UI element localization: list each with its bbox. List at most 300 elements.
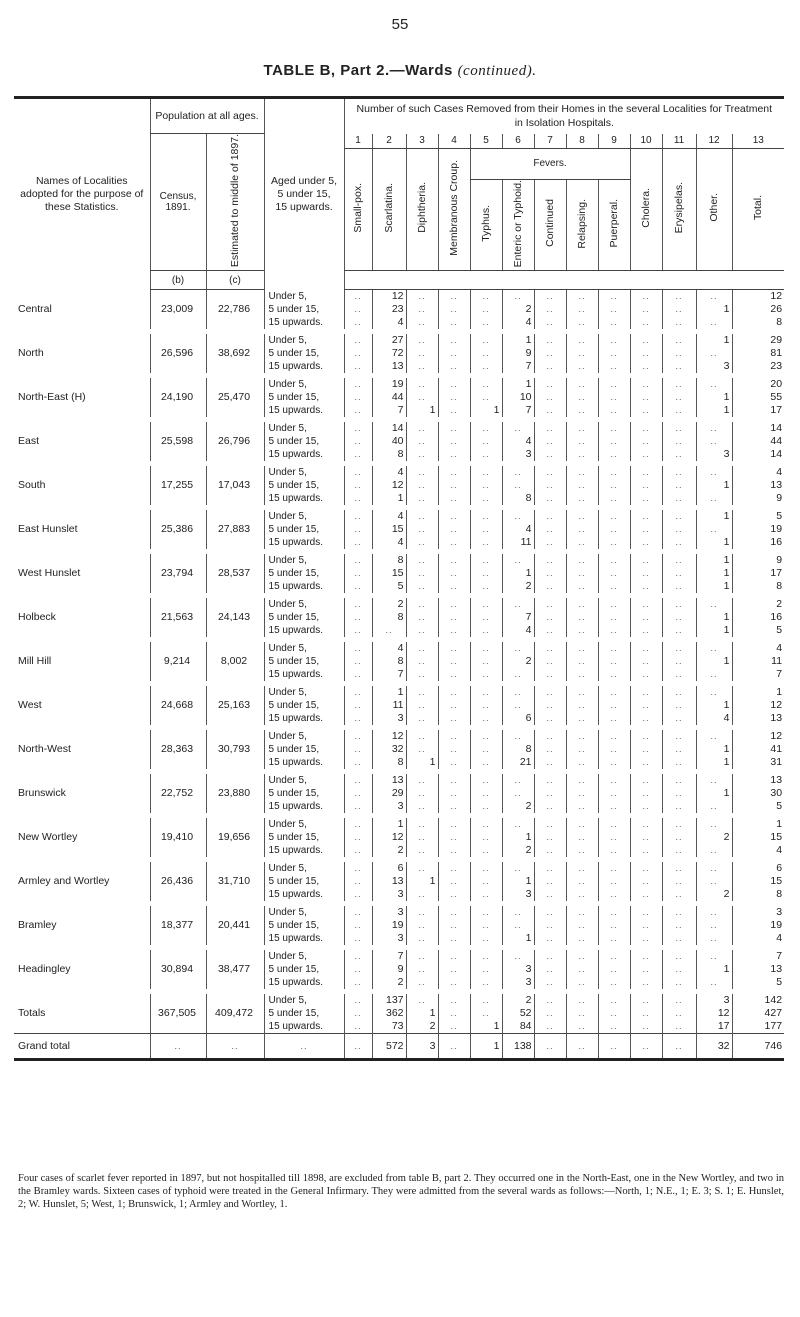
age-group: 5 under 15, [264,1007,344,1020]
age-group: 5 under 15, [264,347,344,360]
case-count: .. [566,523,598,536]
age-group: 15 upwards. [264,580,344,593]
locality-name: Brunswick [18,787,66,800]
case-count: .. [662,787,696,800]
case-count: 84 [502,1020,534,1034]
case-count: .. [438,963,470,976]
col-number: 3 [406,134,438,149]
case-count: 12 [732,290,784,304]
case-count: .. [502,290,534,304]
age-group: Under 5, [264,730,344,743]
case-count: .. [470,479,502,492]
case-count: .. [598,818,630,831]
case-count: .. [406,536,438,549]
case-count: .. [438,919,470,932]
case-count: .. [438,303,470,316]
estimated-blank [206,404,264,417]
age-group: Under 5, [264,334,344,347]
table-row [14,712,784,725]
case-count: .. [470,316,502,329]
case-count: .. [696,422,732,435]
header-aged [264,98,344,290]
locality-blank [14,360,150,373]
header-aged-text: Aged under 5, 5 under 15, 15 upwards. [271,174,337,213]
case-count: 12 [372,290,406,304]
case-count: 1 [732,818,784,831]
grand-total-value: .. [344,1034,372,1060]
age-group: 5 under 15, [264,919,344,932]
case-count: .. [566,334,598,347]
case-count: .. [630,756,662,769]
age-group: 5 under 15, [264,435,344,448]
case-count: .. [470,919,502,932]
case-count: .. [598,1020,630,1034]
table-title-sub: (continued). [457,63,537,79]
case-count: .. [598,536,630,549]
case-count: 362 [372,1007,406,1020]
case-count: .. [566,404,598,417]
case-count: .. [534,303,566,316]
case-count: .. [406,818,438,831]
header-diphtheria-text: Diphtheria. [416,182,429,234]
table-row [14,479,784,492]
wards-table [14,96,784,1061]
case-count: .. [566,554,598,567]
case-count: .. [502,906,534,919]
case-count: 2 [696,831,732,844]
census-blank [150,316,206,329]
table-title [0,62,800,80]
case-count: .. [662,580,696,593]
case-count: .. [598,290,630,304]
case-count: .. [630,800,662,813]
case-count: .. [534,334,566,347]
case-count: 1 [696,567,732,580]
case-count: .. [470,567,502,580]
case-count: 2 [502,303,534,316]
table-row [14,598,784,611]
case-count: .. [438,712,470,725]
age-group: 5 under 15, [264,567,344,580]
census-blank [150,800,206,813]
estimated-1897: 17,043 [206,479,264,492]
table-row [14,567,784,580]
case-count: .. [566,800,598,813]
case-count: .. [534,435,566,448]
estimated-blank [206,598,264,611]
case-count: .. [406,800,438,813]
case-count: .. [438,448,470,461]
case-count: .. [598,435,630,448]
case-count: .. [470,378,502,391]
case-count: .. [630,536,662,549]
case-count: .. [630,466,662,479]
case-count: .. [406,523,438,536]
case-count: 4 [696,712,732,725]
case-count: .. [470,831,502,844]
case-count: .. [598,756,630,769]
case-count: .. [630,862,662,875]
case-count: 15 [372,567,406,580]
header-population: Population at all ages. [150,98,264,134]
case-count: 40 [372,435,406,448]
case-count: .. [598,378,630,391]
case-count: 16 [732,611,784,624]
estimated-1897: 25,470 [206,391,264,404]
col-number: 9 [598,134,630,149]
census-1891: 30,894 [150,963,206,976]
case-count: .. [406,611,438,624]
table-title-main: TABLE B, Part 2.—Wards [263,62,453,79]
case-count: .. [566,818,598,831]
case-count: 3 [502,963,534,976]
case-count: 8 [372,448,406,461]
estimated-blank [206,888,264,901]
census-blank [150,448,206,461]
estimated-blank [206,378,264,391]
table-row [14,422,784,435]
case-count: .. [344,844,372,857]
case-count: 4 [732,932,784,945]
case-count: .. [566,479,598,492]
age-group: Under 5, [264,906,344,919]
case-count: .. [470,862,502,875]
case-count: .. [696,492,732,505]
case-count: .. [696,976,732,989]
grand-total-census: .. [150,1034,206,1060]
case-count: .. [470,787,502,800]
case-count: .. [344,906,372,919]
estimated-blank [206,774,264,787]
case-count: .. [438,598,470,611]
case-count: .. [438,818,470,831]
header-estimated-letter: (c) [206,271,264,290]
case-count: .. [534,976,566,989]
age-group: 5 under 15, [264,611,344,624]
census-1891: 17,255 [150,479,206,492]
age-group: 15 upwards. [264,932,344,945]
case-count: 4 [502,435,534,448]
case-count: .. [662,448,696,461]
locality-blank [14,756,150,769]
header-relapsing-text: Relapsing. [576,198,589,249]
case-count: 4 [372,466,406,479]
case-count: .. [438,787,470,800]
case-count: .. [438,831,470,844]
case-count: .. [630,888,662,901]
case-count: .. [598,668,630,681]
case-count: .. [406,422,438,435]
table-row [14,290,784,304]
case-count: 4 [502,316,534,329]
case-count: 73 [372,1020,406,1034]
case-count: .. [534,875,566,888]
case-count: 29 [372,787,406,800]
case-count: 1 [696,536,732,549]
estimated-blank [206,844,264,857]
case-count: .. [662,404,696,417]
locality-blank [14,448,150,461]
case-count: .. [598,334,630,347]
case-count: 4 [502,523,534,536]
case-count: .. [662,554,696,567]
case-count: .. [406,743,438,756]
case-count: .. [406,862,438,875]
case-count: .. [630,994,662,1007]
locality-blank [14,422,150,435]
header-cholera [630,148,662,271]
case-count: .. [598,580,630,593]
case-count: 19 [372,378,406,391]
case-count: 1 [372,492,406,505]
case-count: .. [662,334,696,347]
census-blank [150,642,206,655]
case-count: .. [630,906,662,919]
header-erysipelas [662,148,696,271]
case-count: .. [598,510,630,523]
case-count: .. [470,743,502,756]
locality-blank [14,668,150,681]
header-estimated [206,134,264,271]
case-count: .. [406,642,438,655]
case-count: .. [344,756,372,769]
age-group: Under 5, [264,422,344,435]
table-row [14,642,784,655]
header-membranous-croup-text: Membranous Croup. [448,159,461,256]
case-count: .. [438,686,470,699]
case-count: .. [534,862,566,875]
case-count: .. [438,976,470,989]
case-count: .. [566,435,598,448]
grand-total-value: .. [534,1034,566,1060]
case-count: .. [630,787,662,800]
census-1891: 26,596 [150,347,206,360]
case-count: .. [470,391,502,404]
case-count: .. [534,378,566,391]
case-count: .. [630,448,662,461]
case-count: 1 [696,580,732,593]
case-count: .. [598,686,630,699]
case-count: .. [438,611,470,624]
case-count: .. [470,875,502,888]
case-count: 1 [696,743,732,756]
case-count: .. [696,435,732,448]
case-count: .. [438,422,470,435]
census-blank [150,712,206,725]
table-row [14,818,784,831]
census-blank [150,466,206,479]
locality-blank [14,642,150,655]
estimated-blank [206,510,264,523]
case-count: .. [534,391,566,404]
age-group: Under 5, [264,554,344,567]
case-count: .. [566,844,598,857]
case-count: 81 [732,347,784,360]
table-row [14,774,784,787]
case-count: .. [696,932,732,945]
case-count: .. [696,906,732,919]
case-count: .. [438,523,470,536]
case-count: .. [598,906,630,919]
header-enteric-text: Enteric or Typhoid. [512,179,525,268]
case-count: 1 [696,699,732,712]
case-count: .. [438,479,470,492]
case-count: .. [630,435,662,448]
table-row [14,378,784,391]
case-count: .. [534,466,566,479]
census-blank [150,492,206,505]
case-count: .. [630,290,662,304]
census-blank [150,290,206,304]
case-count: .. [566,536,598,549]
case-count: .. [502,950,534,963]
case-count: .. [344,580,372,593]
table-row [14,686,784,699]
census-blank [150,1020,206,1034]
case-count: .. [662,479,696,492]
case-count: .. [534,712,566,725]
grand-total-value: 746 [732,1034,784,1060]
table-row [14,303,784,316]
case-count: 5 [732,976,784,989]
locality-name: East [18,435,40,448]
col-number: 12 [696,134,732,149]
case-count: 4 [732,466,784,479]
header-names-text: Names of Localities adopted for the purpose of these Statistics. [20,174,144,213]
case-count: .. [566,290,598,304]
estimated-blank [206,290,264,304]
census-blank [150,668,206,681]
case-count: 2 [696,888,732,901]
case-count: 1 [696,303,732,316]
case-count: .. [470,818,502,831]
case-count: .. [470,290,502,304]
estimated-blank [206,1020,264,1034]
locality-blank [14,536,150,549]
locality-blank [14,686,150,699]
col-number: 11 [662,134,696,149]
case-count: 2 [372,844,406,857]
case-count: 1 [696,391,732,404]
estimated-1897: 22,786 [206,303,264,316]
estimated-blank [206,316,264,329]
case-count: .. [598,391,630,404]
census-blank [150,756,206,769]
case-count: 5 [732,624,784,637]
census-blank [150,404,206,417]
table-row [14,492,784,505]
header-estimated-text: Estimated to middle of 1897. [229,134,241,268]
table-row [14,611,784,624]
case-count: 3 [696,994,732,1007]
census-blank [150,844,206,857]
table-row [14,334,784,347]
case-count: .. [696,523,732,536]
census-1891: 19,410 [150,831,206,844]
case-count: .. [696,290,732,304]
grand-total-value: .. [662,1034,696,1060]
case-count: .. [534,787,566,800]
locality-blank [14,492,150,505]
case-count: .. [630,567,662,580]
case-count: 4 [372,316,406,329]
case-count: .. [502,730,534,743]
case-count: 2 [502,580,534,593]
case-count: 1 [406,404,438,417]
grand-total-value: .. [438,1034,470,1060]
case-count: .. [696,686,732,699]
case-count: .. [344,391,372,404]
estimated-blank [206,976,264,989]
locality-name: Bramley [18,919,57,932]
case-count: .. [534,510,566,523]
census-1891: 9,214 [150,655,206,668]
census-blank [150,536,206,549]
table-row [14,347,784,360]
estimated-1897: 23,880 [206,787,264,800]
case-count: 12 [696,1007,732,1020]
age-group: 15 upwards. [264,976,344,989]
case-count: 2 [502,994,534,1007]
col-number: 2 [372,134,406,149]
case-count: .. [344,303,372,316]
table-row [14,536,784,549]
age-group: 5 under 15, [264,391,344,404]
estimated-blank [206,536,264,549]
case-count: .. [630,1020,662,1034]
case-count: .. [630,642,662,655]
case-count: 3 [502,976,534,989]
age-group: Under 5, [264,642,344,655]
case-count: .. [438,404,470,417]
case-count: .. [630,316,662,329]
case-count: .. [344,787,372,800]
estimated-blank [206,492,264,505]
case-count: .. [630,774,662,787]
case-count: 3 [372,800,406,813]
case-count: .. [438,580,470,593]
locality-blank [14,510,150,523]
case-count: .. [630,510,662,523]
case-count: .. [566,347,598,360]
col-number: 7 [534,134,566,149]
census-blank [150,422,206,435]
case-count: .. [630,844,662,857]
table-row [14,523,784,536]
case-count: .. [502,598,534,611]
case-count: .. [534,611,566,624]
locality-blank [14,466,150,479]
footnote: Four cases of scarlet fever reported in 1897, but not hospitalled till 1898, are excluded from table B, part 2. They occurred one in the North-East, one in the New Wortley, and two in the Bramley wards. Sixteen cases of typhoid were treated in the General Infirmary. They were admitted from the several wards as follows:—North, 1; N.E., 1; E. 3; S. 1; E. Hunslet, 2; W. Hunslet, 5; West, 1; Brunswick, 1; Armley and Wortley, 1. [18,1173,784,1210]
case-count: 2 [372,976,406,989]
census-blank [150,580,206,593]
case-count: 2 [502,800,534,813]
case-count: .. [344,435,372,448]
case-count: .. [406,787,438,800]
case-count: .. [344,378,372,391]
case-count: .. [344,479,372,492]
case-count: .. [534,290,566,304]
case-count: .. [566,712,598,725]
case-count: .. [534,1007,566,1020]
locality-name: Armley and Wortley [18,875,110,888]
case-count: .. [598,875,630,888]
estimated-blank [206,668,264,681]
case-count: .. [534,554,566,567]
case-count: .. [662,756,696,769]
case-count: .. [438,316,470,329]
case-count: .. [630,554,662,567]
